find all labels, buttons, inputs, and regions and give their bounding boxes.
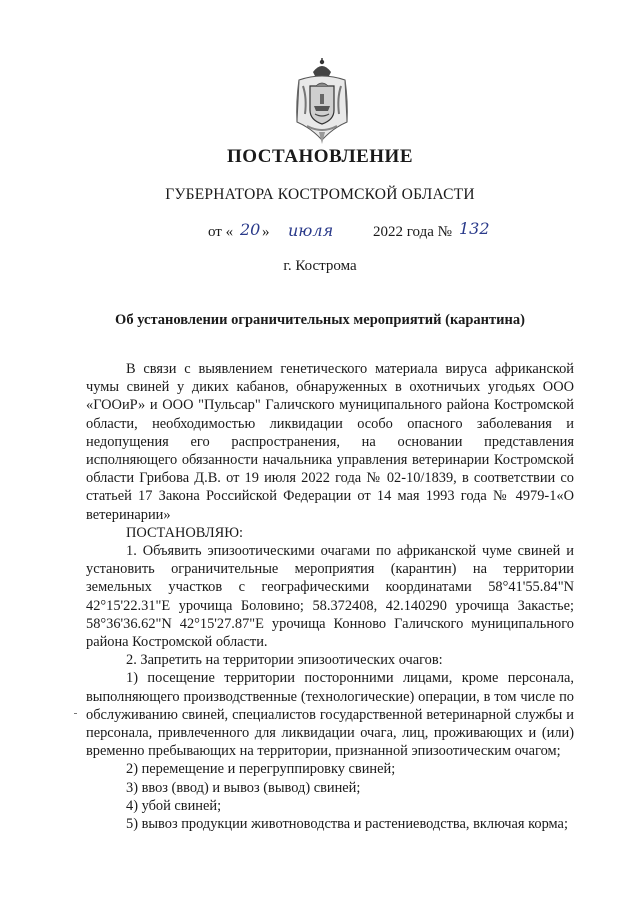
paragraph-item-1: 1. Объявить эпизоотическими очагами по африканской чуме свиней и установить ограничительные мероприятия (карантин) на территории земельных участков с географическими координатами 58°41'55.84"N 42°15'22.31"E урочища Боловино; 58.372408, 42.140290 урочища Закастье; 58°36'36.62"N 42°15'27.87"E урочища Конново Галичского муниципального района Костромской области.	[86, 543, 574, 651]
scan-mark	[74, 713, 77, 714]
paragraph-preamble: В связи с выявлением генетического материала вируса африканской чумы свиней у диких кабанов, обнаруженных в охотничьих угодьях ООО «ГООиР» и ООО "Пульсар" Галичского муниципального района Костромской области, необходимостью ликвидации особо опасного заболевания и недопущения его распространения, на основании представления исполняющего обязанности начальника управления ветеринарии Костромской области Грибова Д.В. от 19 июля 2022 года № 02-10/1839, в соответствии со статьей 17 Закона Российской Федерации от 14 мая 1993 года № 4979-1«О ветеринарии»	[86, 361, 574, 523]
document-subtitle: ГУБЕРНАТОРА КОСТРОМСКОЙ ОБЛАСТИ	[165, 186, 475, 203]
paragraph-subitem-2: 2) перемещение и перегруппировку свиней;	[126, 761, 396, 778]
date-close: »	[262, 224, 270, 240]
date-line	[0, 219, 640, 246]
paragraph-subitem-5: 5) вывоз продукции животноводства и растениеводства, включая корма;	[126, 816, 568, 833]
document-city: г. Кострома	[283, 258, 357, 274]
document-heading: Об установлении ограничительных мероприятий (карантина)	[115, 312, 525, 328]
document-number-handwritten: 132	[459, 219, 490, 238]
date-year: 2022 года №	[373, 224, 452, 240]
document-title: ПОСТАНОВЛЕНИЕ	[226, 146, 414, 167]
paragraph-subitem-3: 3) ввоз (ввод) и вывоз (вывод) свиней;	[126, 779, 361, 796]
paragraph-item-2: 2. Запретить на территории эпизоотических очагов:	[126, 652, 443, 669]
paragraph-resolve: ПОСТАНОВЛЯЮ:	[126, 524, 244, 541]
paragraph-subitem-1: 1) посещение территории посторонними лицами, кроме персонала, выполняющего производственные (технологические) операции, в том числе по обслуживанию свиней, специалистов государственной ветеринарной службы и персонала, привлеченного для ликвидации очага, лиц, проживающих и (или) временно пребывающих на территории, признанной эпизоотическим очагом;	[86, 670, 574, 760]
document-body	[86, 360, 574, 833]
paragraph-subitem-4: 4) убой свиней;	[126, 797, 222, 814]
date-month-handwritten: июля	[288, 221, 334, 240]
coat-of-arms-emblem	[293, 58, 351, 146]
date-day-handwritten: 20	[240, 220, 261, 239]
date-prefix: от «	[208, 224, 234, 240]
